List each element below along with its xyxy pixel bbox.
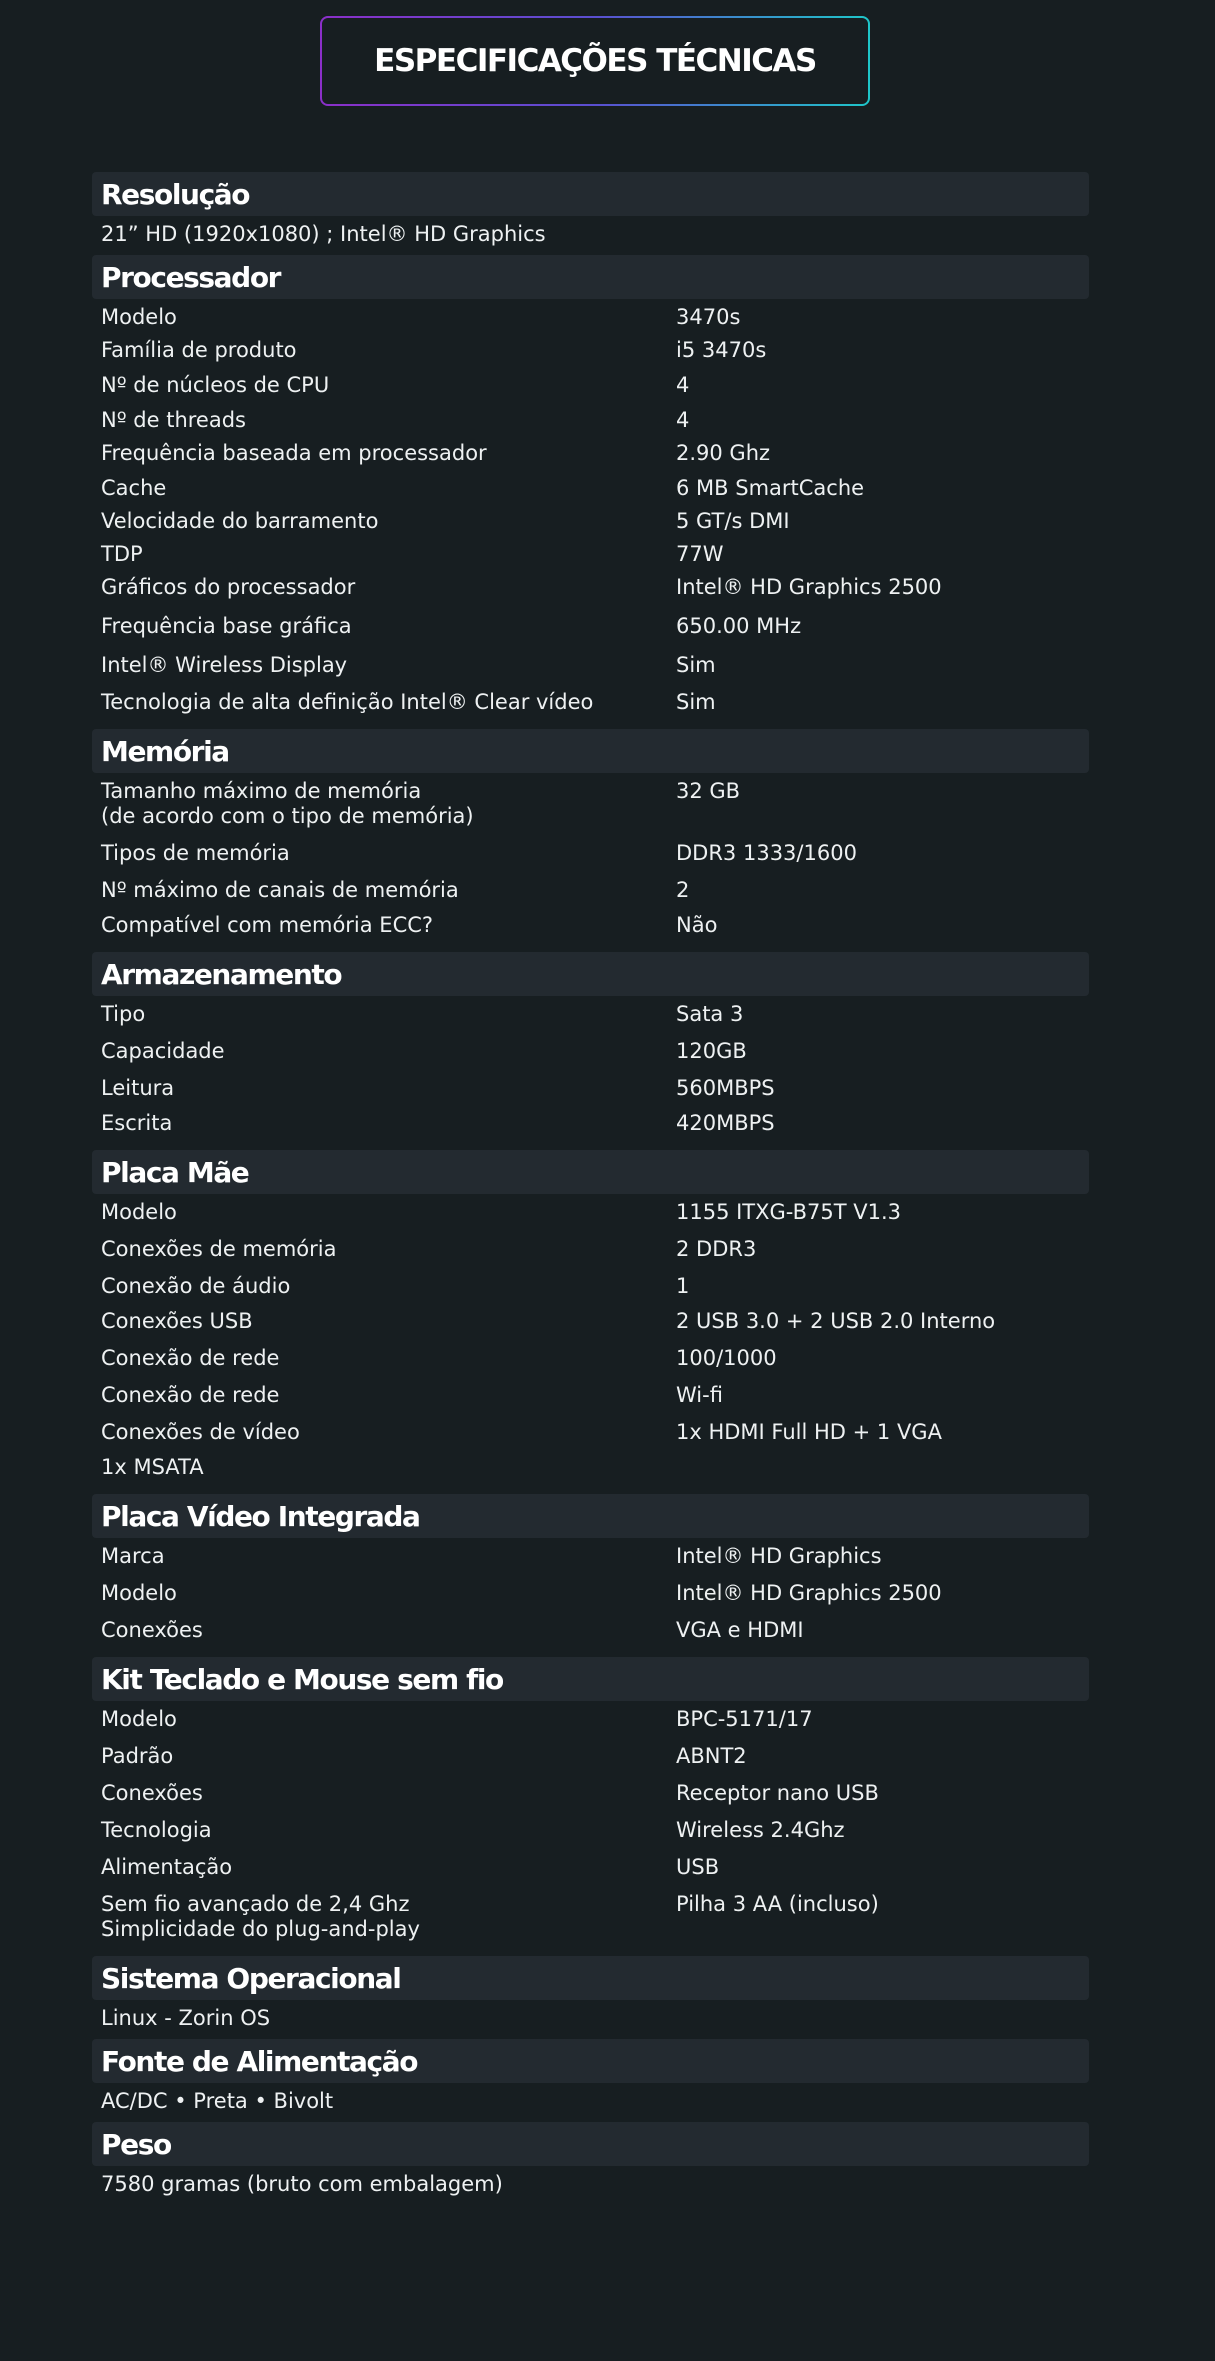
spec-label: Escrita [101,1111,173,1135]
section-title: Placa Mãe [101,1155,249,1189]
spec-value: Sim [676,690,716,714]
spec-value: BPC-5171/17 [676,1707,813,1731]
spec-row [92,1892,1089,1942]
spec-value: 6 MB SmartCache [676,476,865,500]
spec-value: 100/1000 [676,1346,777,1370]
spec-row [92,1274,1089,1299]
spec-label: Capacidade [101,1039,225,1063]
page-title: ESPECIFICAÇÕES TÉCNICAS [374,43,816,79]
spec-value: USB [676,1855,720,1879]
section-text: 7580 gramas (bruto com embalagem) [101,2172,503,2196]
section-header [92,2039,1089,2083]
spec-label: Alimentação [101,1855,233,1879]
section-header [92,729,1089,773]
spec-value: 4 [676,408,690,432]
spec-value: 2.90 Ghz [676,441,771,465]
spec-label: Frequência base gráfica [101,614,352,638]
spec-value: 560MBPS [676,1076,775,1100]
section-header [92,952,1089,996]
spec-value: 650.00 MHz [676,614,802,638]
spec-value: 2 DDR3 [676,1237,757,1261]
page-title-box [322,18,868,104]
spec-label: Modelo [101,1707,177,1731]
spec-value: 1155 ITXG-B75T V1.3 [676,1200,902,1224]
spec-label: 1x MSATA [101,1455,204,1479]
spec-label: Leitura [101,1076,175,1100]
spec-section [92,172,1089,247]
spec-label: Tipos de memória [101,841,290,865]
spec-value: Intel® HD Graphics [676,1544,882,1568]
spec-row [92,305,1089,330]
spec-row [92,1200,1089,1225]
spec-row [92,373,1089,398]
spec-value: Sim [676,653,716,677]
spec-label: TDP [101,542,143,566]
spec-label: Conexão de áudio [101,1274,291,1298]
spec-row [92,1544,1089,1569]
section-title: Resolução [101,177,250,211]
section-header [92,1150,1089,1194]
spec-label: Marca [101,1544,165,1568]
spec-label: Tecnologia [101,1818,212,1842]
spec-section [92,255,1089,715]
spec-row [92,1420,1089,1445]
spec-label: Tecnologia de alta definição Intel® Clear vídeo [101,690,594,714]
spec-value: VGA e HDMI [676,1618,804,1642]
spec-value: 5 GT/s DMI [676,509,790,533]
spec-value: 4 [676,373,690,397]
spec-value: Intel® HD Graphics 2500 [676,575,942,599]
spec-value: Intel® HD Graphics 2500 [676,1581,942,1605]
section-title: Kit Teclado e Mouse sem fio [101,1662,503,1696]
spec-value: 2 [676,878,690,902]
spec-value: 3470s [676,305,741,329]
spec-value: i5 3470s [676,338,767,362]
section-header [92,1494,1089,1538]
spec-label: Conexões [101,1781,203,1805]
spec-row [92,509,1089,534]
spec-row [92,1855,1089,1880]
spec-label: Cache [101,476,167,500]
spec-label: Conexões de vídeo [101,1420,300,1444]
spec-label: Nº máximo de canais de memória [101,878,459,902]
spec-section [92,1956,1089,2031]
spec-value: Não [676,913,718,937]
spec-value: Sata 3 [676,1002,744,1026]
spec-value: 77W [676,542,724,566]
spec-label: Tamanho máximo de memória (de acordo com o tipo de memória) [101,779,474,828]
spec-row [92,1744,1089,1769]
spec-value: Wireless 2.4Ghz [676,1818,845,1842]
spec-label: Gráficos do processador [101,575,356,599]
spec-row [92,614,1089,639]
spec-value: 1x HDMI Full HD + 1 VGA [676,1420,942,1444]
section-text: 21” HD (1920x1080) ; Intel® HD Graphics [101,222,546,246]
spec-label: Conexões USB [101,1309,253,1333]
spec-label: Sem fio avançado de 2,4 Ghz Simplicidade do plug-and-play [101,1892,420,1941]
spec-section [92,1494,1089,1643]
spec-value: 2 USB 3.0 + 2 USB 2.0 Interno [676,1309,996,1333]
spec-label: Família de produto [101,338,297,362]
spec-label: Conexão de rede [101,1346,280,1370]
spec-row [92,913,1089,938]
spec-row [92,542,1089,567]
section-header [92,1657,1089,1701]
spec-label: Nº de núcleos de CPU [101,373,330,397]
spec-row [92,1002,1089,1027]
spec-section [92,2122,1089,2197]
spec-row [92,1237,1089,1262]
spec-row [92,1309,1089,1334]
spec-value: Pilha 3 AA (incluso) [676,1892,879,1916]
spec-label: Compatível com memória ECC? [101,913,434,937]
spec-row [92,1383,1089,1408]
spec-label: Modelo [101,1200,177,1224]
section-title: Processador [101,260,281,294]
spec-label: Intel® Wireless Display [101,653,348,677]
spec-section [92,952,1089,1136]
spec-row [92,1346,1089,1371]
spec-value: ABNT2 [676,1744,747,1768]
section-title: Sistema Operacional [101,1961,401,1995]
spec-section [92,1150,1089,1480]
spec-row [92,1707,1089,1732]
spec-value: 420MBPS [676,1111,775,1135]
spec-row [92,878,1089,903]
section-title: Placa Vídeo Integrada [101,1499,420,1533]
spec-section [92,729,1089,938]
spec-label: Frequência baseada em processador [101,441,487,465]
spec-row [92,1111,1089,1136]
spec-row [92,1076,1089,1101]
section-header [92,172,1089,216]
spec-value: DDR3 1333/1600 [676,841,857,865]
spec-row [92,1455,1089,1480]
spec-value: Wi-fi [676,1383,723,1407]
spec-row [92,1039,1089,1064]
section-title: Memória [101,734,229,768]
section-header [92,1956,1089,2000]
spec-label: Conexão de rede [101,1383,280,1407]
spec-value: Receptor nano USB [676,1781,879,1805]
spec-row [92,1581,1089,1606]
spec-row [92,441,1089,466]
spec-label: Modelo [101,1581,177,1605]
spec-label: Conexões [101,1618,203,1642]
spec-section [92,1657,1089,1942]
spec-row [92,653,1089,678]
spec-label: Padrão [101,1744,174,1768]
section-title: Peso [101,2127,171,2161]
spec-row [92,476,1089,501]
section-header [92,2122,1089,2166]
spec-value: 1 [676,1274,690,1298]
spec-row [92,338,1089,363]
spec-row [92,575,1089,600]
spec-row [92,779,1089,829]
section-text: Linux - Zorin OS [101,2006,271,2030]
page-title-frame [320,16,870,106]
spec-row [92,690,1089,715]
spec-list [92,172,1089,2205]
spec-section [92,2039,1089,2114]
spec-row [92,1818,1089,1843]
spec-row [92,1618,1089,1643]
section-header [92,255,1089,299]
section-title: Fonte de Alimentação [101,2044,418,2078]
spec-row [92,1781,1089,1806]
spec-label: Nº de threads [101,408,246,432]
spec-row [92,408,1089,433]
spec-row [92,841,1089,866]
section-title: Armazenamento [101,957,342,991]
spec-label: Modelo [101,305,177,329]
spec-value: 120GB [676,1039,747,1063]
spec-label: Velocidade do barramento [101,509,379,533]
section-text: AC/DC • Preta • Bivolt [101,2089,334,2113]
spec-label: Conexões de memória [101,1237,337,1261]
spec-value: 32 GB [676,779,741,803]
spec-label: Tipo [101,1002,146,1026]
